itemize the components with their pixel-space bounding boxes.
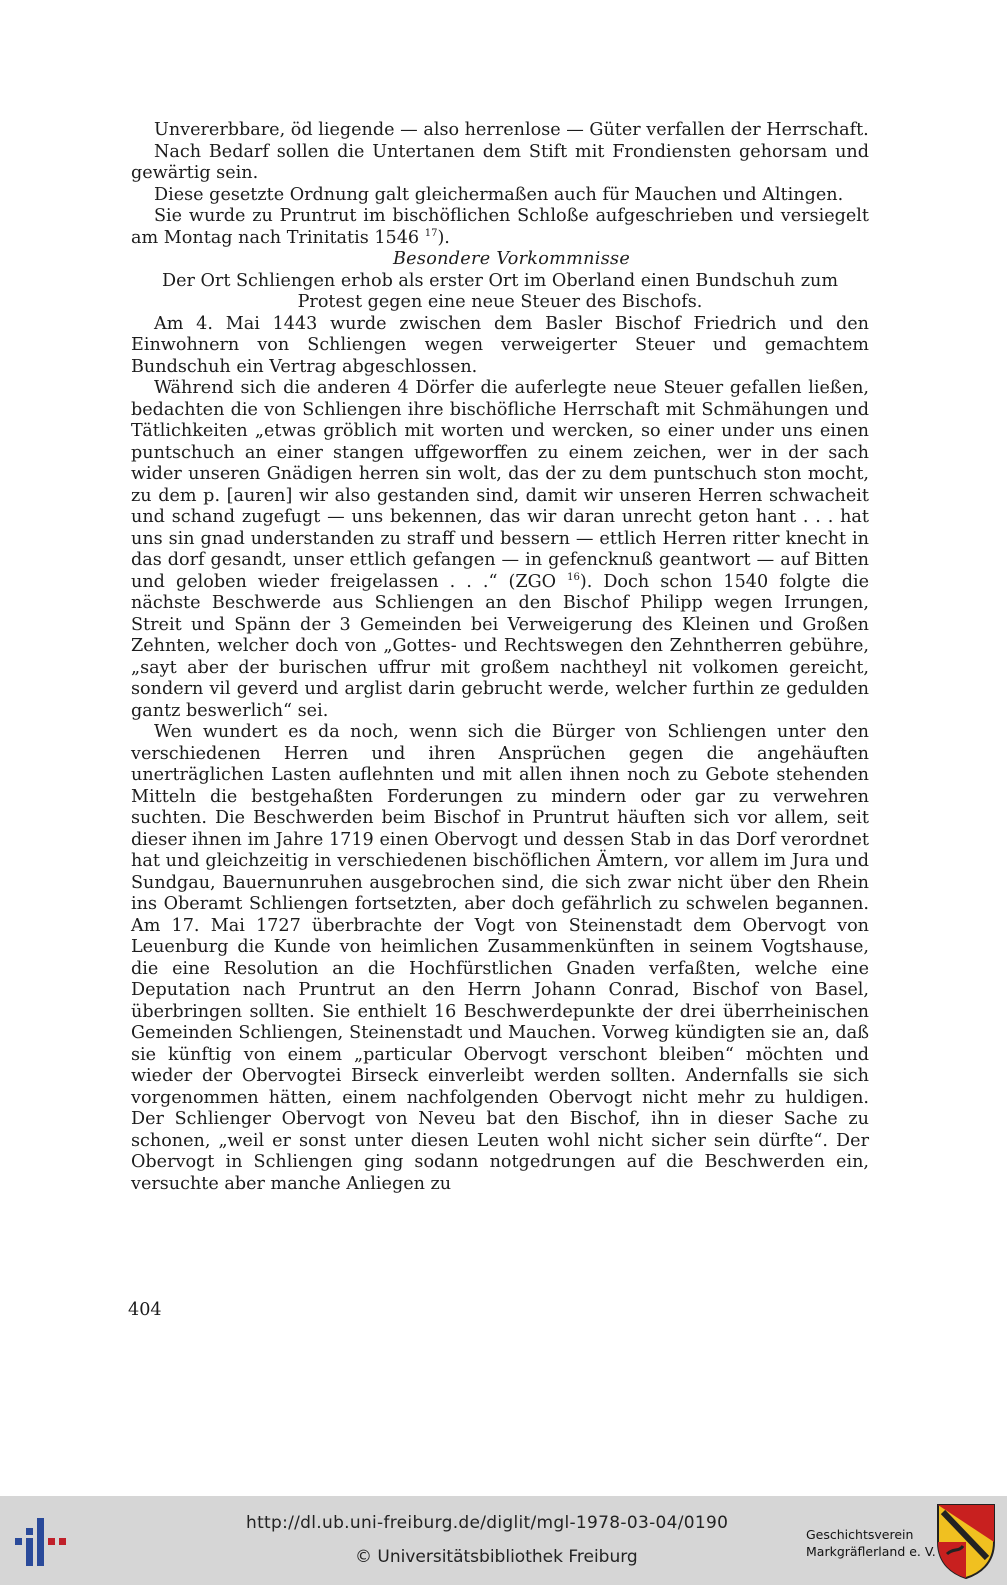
section-heading: Besondere Vorkommnisse bbox=[392, 249, 631, 269]
footnote-reference: 16 bbox=[567, 571, 580, 583]
society-crest-icon bbox=[935, 1502, 997, 1580]
society-line-2: Markgräflerland e. V. bbox=[806, 1544, 936, 1559]
paragraph: Wen wundert es da noch, wenn sich die Bürger von Schliengen unter den verschiedenen Herren und ihren Ansprüchen gegen die angehäuften unerträglichen Lasten auflehnten und mit allen ihnen noch zu Gebote stehenden Mitteln die bestgehaßten Forderungen zu mindern oder gar zu verwehren suchten. Die Beschwerden beim Bischof in Pruntrut häuften sich vor allem, seit dieser ihnen im Jahre 1719 einen Obervogt und dessen Stab in das Dorf verordnet hat und gleichzeitig in verschiedenen bischöflichen Ämtern, vor allem im Jura und Sundgau, Bauernunruhen ausgebrochen sind, die sich zwar nicht über den Rhein ins Oberamt Schliengen fortsetzten, aber doch gefährlich zu schwelen begannen. Am 17. Mai 1727 überbrachte der Vogt von Steinenstadt dem Obervogt von Leuenburg die Kunde von heimlichen Zusammenkünften in seinem Vogtshause, die eine Resolution an die Hochfürstlichen Gnaden verfaßten, welche eine Deputation nach Pruntrut an den Herrn Johann Conrad, Bischof von Basel, überbringen sollten. Sie enthielt 16 Beschwerdepunkte der drei überrheinischen Gemeinden Schliengen, Steinenstadt und Mauchen. Vorweg kündigten sie an, daß sie künftig von einem „particular Obervogt verschont bleiben“ möchten und wieder der Obervogtei Birseck einverleibt werden sollten. Andernfalls sie sich vorgenommen hätten, einem nachfolgenden Obervogt nicht mehr zu huldigen. Der Schlienger Obervogt von Neveu bat den Bischof, ihn in dieser Sache zu schonen, „weil er sonst unter diesen Leuten wohl nicht sicher sein dürfte“. Der Obervogt in Schliengen ging sodann notgedrungen auf die Beschwerden ein, versuchte aber manche Anliegen zu bbox=[131, 722, 869, 1194]
paragraph: Unvererbbare, öd liegende — also herrenlose — Güter verfallen der Herrschaft. bbox=[154, 120, 869, 140]
paragraph: Sie wurde zu Pruntrut im bischöflichen Schloße aufgeschrieben und versiegelt am Montag nach Trinitatis 1546 $^{17}$). bbox=[131, 206, 869, 248]
page-number: 404 bbox=[128, 1300, 162, 1320]
footer-bar bbox=[0, 1496, 1007, 1585]
paragraph: Diese gesetzte Ordnung galt gleichermaßen auch für Mauchen und Altingen. bbox=[154, 184, 844, 205]
footnote-reference: 17 bbox=[424, 227, 438, 239]
section-subtitle: Der Ort Schliengen erhob als erster Ort im Oberland einen Bundschuh zum Protest gegen eine neue Steuer des Bischofs. bbox=[161, 270, 839, 312]
copyright-text: © Universitätsbibliothek Freiburg bbox=[355, 1547, 638, 1567]
page-body bbox=[131, 120, 869, 1195]
paragraph: Am 4. Mai 1443 wurde zwischen dem Basler Bischof Friedrich und den Einwohnern von Schliengen wegen verweigerter Steuer und gemachtem Bundschuh ein Vertrag abgeschlossen. bbox=[131, 313, 869, 377]
library-logo-icon bbox=[14, 1516, 66, 1568]
paragraph: Nach Bedarf sollen die Untertanen dem Stift mit Frondiensten gehorsam und gewärtig sein. bbox=[131, 141, 869, 183]
society-line-1: Geschichtsverein bbox=[806, 1527, 914, 1542]
paragraph: Während sich die anderen 4 Dörfer die auferlegte neue Steuer gefallen ließen, bedachten die von Schliengen ihre bischöfliche Herrschaft mit Schmähungen und Tätlichkeiten „etwas gröblich mit worten und wercken, so einer under uns einen puntschuch an einer stangen uffgeworffen zu einem zeichen, wer in der sach wider unseren Gnädigen herren sin wolt, das der zu dem puntschuch ston mocht, zu dem p. [auren] wir also gestanden sind, damit wir unseren Herren schwacheit und schand zugefugt — uns bekennen, das wir daran unrecht geton hant . . . hat uns sin gnad understanden zu straff und bessern — ettlich Herren ritter knecht in das dorf gesandt, unser ettlich gefangen — in gefencknuß geantwort — auf Bitten und geloben wieder freigelassen . . .“ (ZGO $^{16}$). Doch schon 1540 folgte die nächste Beschwerde aus Schliengen an den Bischof Philipp wegen Irrungen, Streit und Spänn der 3 Gemeinden bei Verweigerung des Kleinen und Großen Zehnten, welcher doch von „Gottes- und Rechtswegen den Zehntherren gebühre, „sayt aber der burischen uffrur mit großem nachtheyl nit volkomen gereicht, sondern vil geverd und arglist darin gebrucht werde, welcher furthin ze gedulden gantz beswerlich“ sei. bbox=[131, 378, 869, 721]
source-url-link[interactable]: http://dl.ub.uni-freiburg.de/diglit/mgl-1978-03-04/0190 bbox=[246, 1513, 729, 1533]
society-name bbox=[806, 1526, 936, 1560]
